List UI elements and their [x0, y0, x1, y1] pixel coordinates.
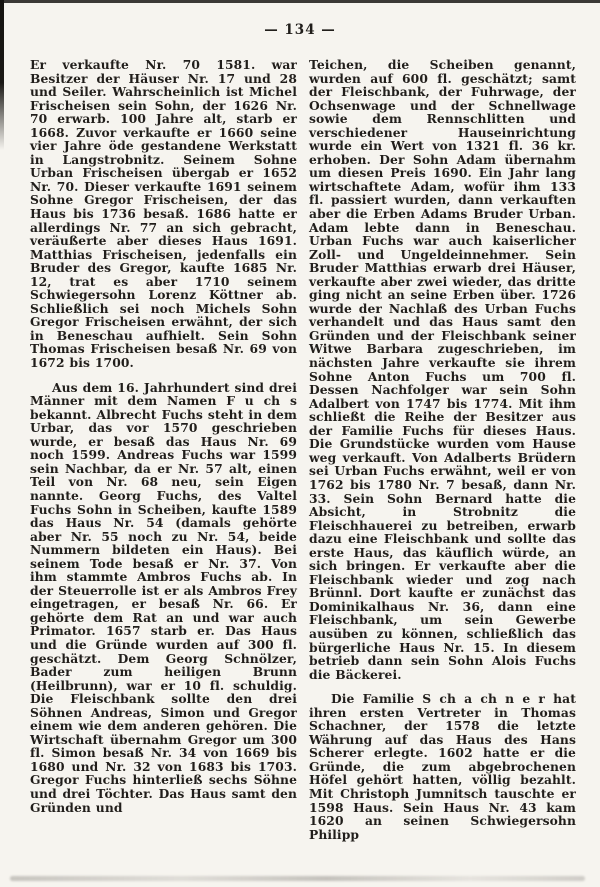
- scan-smudge-bottom-artifact: [10, 876, 585, 881]
- page-number-header: — 134 —: [264, 22, 336, 38]
- paragraph: Die Familie S ch a ch n e r hat ihren ersten Vertreter in Thomas Schachner, der 1578 die letzte Währung auf das Haus des Hans Scherer erlegte. 1602 hatte er die Gründe, die zum abgebrochenen Höfel gehört hatten, völlig bezahlt. Mit Christoph Jumnitsch tauschte er 1598 Haus. Sein Haus Nr. 43 kam 1620 an seinen Schwiegersohn Philipp: [309, 691, 576, 842]
- text-columns: [30, 58, 576, 841]
- paragraph: Aus dem 16. Jahrhundert sind drei Männer mit dem Namen F u ch s bekannt. Albrecht Fuchs steht in dem Urbar, das vor 1570 geschrieben wurde, er besaß das Haus Nr. 69 noch 1599. Andreas Fuchs war 1599 sein Nachbar, da er Nr. 57 alt, einen Teil von Nr. 68 neu, sein Eigen nannte. Georg Fuchs, des Valtel Fuchs Sohn in Scheiben, kaufte 1589 das Haus Nr. 54 (damals gehörte aber Nr. 55 noch zu Nr. 54, beide Nummern bildeten ein Haus). Bei seinem Tode besaß er Nr. 37. Von ihm stammte Ambros Fuchs ab. In der Steuerrolle ist er als Ambros Frey eingetragen, er besaß Nr. 66. Er gehörte dem Rat an und war auch Primator. 1657 starb er. Das Haus und die Gründe wurden auf 300 fl. geschätzt. Dem Georg Schnölzer, Bader zum heiligen Brunn (Heilbrunn), war er 10 fl. schuldig. Die Fleischbank sollte den drei Söhnen Andreas, Simon und Gregor einem wie dem anderen gehören. Die Wirtschaft übernahm Gregor um 300 fl. Simon besaß Nr. 34 von 1669 bis 1680 und Nr. 32 von 1683 bis 1703. Gregor Fuchs hinterließ sechs Söhne und drei Töchter. Das Haus samt den Gründen und: [30, 379, 297, 815]
- column-left: [30, 58, 297, 841]
- scan-edge-top-artifact: [0, 0, 600, 3]
- paragraph: Teichen, die Scheiben genannt, wurden auf 600 fl. geschätzt; samt der Fleischbank, der Fuhrwage, der Ochsenwage und der Schnellwage sowie dem Rennschlitten und verschiedener Hauseinrichtung wurde ein Wert von 1321 fl. 36 kr. erhoben. Der Sohn Adam übernahm um diesen Preis 1690. Ein Jahr lang wirtschaftete Adam, wofür ihm 133 fl. passiert wurden, dann verkauften aber die Erben Adams Bruder Urban. Adam lebte dann in Beneschau. Urban Fuchs war auch kaiserlicher Zoll- und Ungeldeinnehmer. Sein Bruder Matthias erwarb drei Häuser, verkaufte aber zwei wieder, das dritte ging nicht an seine Erben über. 1726 wurde der Nachlaß des Urban Fuchs verhandelt und das Haus samt den Gründen und der Fleischbank seiner Witwe Barbara zugeschrieben, im nächsten Jahre verkaufte sie ihrem Sohne Anton Fuchs um 700 fl. Dessen Nachfolger war sein Sohn Adalbert von 1747 bis 1774. Mit ihm schließt die Reihe der Besitzer aus der Familie Fuchs für dieses Haus. Die Grundstücke wurden vom Hause weg verkauft. Von Adalberts Brüdern sei Urban Fuchs erwähnt, weil er von 1762 bis 1780 Nr. 7 besaß, dann Nr. 33. Sein Sohn Bernard hatte die Absicht, in Strobnitz die Fleischhauerei zu betreiben, erwarb dazu eine Fleischbank und sollte das erste Haus, das käuflich würde, an sich bringen. Er verkaufte aber die Fleischbank wieder und zog nach Brünnl. Dort kaufte er zunächst das Dominikalhaus Nr. 36, dann eine Fleischbank, um sein Gewerbe ausüben zu können, schließlich das bürgerliche Haus Nr. 15. In diesem betrieb dann sein Sohn Alois Fuchs die Bäckerei.: [309, 57, 576, 682]
- column-right: [309, 58, 576, 841]
- paragraph: Er verkaufte Nr. 70 1581. war Besitzer der Häuser Nr. 17 und 28 und Seiler. Wahrscheinlich ist Michel Frischeisen sein Sohn, der 1626 Nr. 70 erwarb. 100 Jahre alt, starb er 1668. Zuvor verkaufte er 1660 seine vier Jahre öde gestandene Werkstatt in Langstrobnitz. Seinem Sohne Urban Frischeisen übergab er 1652 Nr. 70. Dieser verkaufte 1691 seinem Sohne Gregor Frischeisen, der das Haus bis 1736 besaß. 1686 hatte er allerdings Nr. 77 an sich gebracht, veräußerte aber dieses Haus 1691. Matthias Frischeisen, jedenfalls ein Bruder des Gregor, kaufte 1685 Nr. 12, trat es aber 1710 seinem Schwiegersohn Lorenz Köttner ab. Schließlich sei noch Michels Sohn Gregor Frischeisen erwähnt, der sich in Beneschau aufhielt. Sein Sohn Thomas Frischeisen besaß Nr. 69 von 1672 bis 1700.: [30, 57, 297, 371]
